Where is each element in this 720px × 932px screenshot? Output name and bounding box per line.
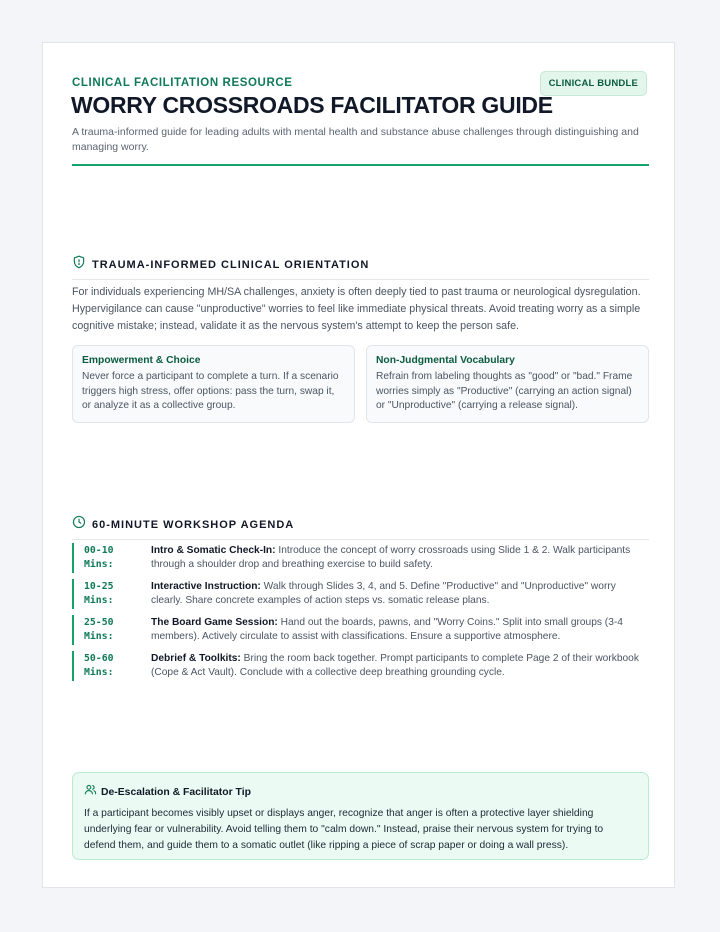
agenda-description xyxy=(151,616,649,644)
agenda-bar xyxy=(72,651,74,681)
agenda-detail: Hand out the boards, pawns, and "Worry Coins." Split into small groups (3-4 members). Actively circulate to assist with classifications. Ensure a supportive atmosphere. xyxy=(151,617,623,642)
agenda-time: 25-50 Mins: xyxy=(84,617,114,642)
agenda-description xyxy=(151,580,649,608)
agenda-detail: Walk through Slides 3, 4, and 5. Define "Productive" and "Unproductive" worry clearly. Share concrete examples of action steps vs. somatic release plans. xyxy=(151,581,616,606)
card-text: Refrain from labeling thoughts as "good" or "bad." Frame worries simply as "Productive" (carrying an action signal) or "Unproductive" (carrying a release signal). xyxy=(376,371,633,411)
bundle-badge: CLINICAL BUNDLE xyxy=(540,71,647,96)
page-title: WORRY CROSSROADS FACILITATOR GUIDE xyxy=(71,92,553,118)
tip-text: If a participant becomes visibly upset or displays anger, recognize that anger is often a protective layer shielding underlying fear or vulnerability. Avoid telling them to "calm down." Instead, praise their nervous system for trying to defend them, and guide them to a somatic outlet (like ripping a piece of scrap paper or doing a wall press). xyxy=(84,808,604,851)
agenda-bar xyxy=(72,615,74,645)
document-page xyxy=(42,42,675,888)
agenda-description xyxy=(151,544,649,572)
agenda-heading: Debrief & Toolkits: xyxy=(151,653,241,664)
header-divider xyxy=(72,164,649,166)
agenda-detail: Bring the room back together. Prompt participants to complete Page 2 of their workbook (Cope & Act Vault). Conclude with a collective deep breathing grounding cycle. xyxy=(151,653,639,678)
eyebrow-label: CLINICAL FACILITATION RESOURCE xyxy=(72,77,293,89)
clock-icon xyxy=(72,515,92,534)
tip-title: De-Escalation & Facilitator Tip xyxy=(101,786,251,798)
agenda-time: 10-25 Mins: xyxy=(84,581,114,606)
agenda-bar xyxy=(72,579,74,609)
agenda-detail: Introduce the concept of worry crossroads using Slide 1 & 2. Walk participants through a shoulder drop and breathing exercise to build safety. xyxy=(151,545,631,570)
card-text: Never force a participant to complete a turn. If a scenario triggers high stress, offer options: pass the turn, swap it, or analyze it as a collective group. xyxy=(82,371,339,411)
agenda-item xyxy=(72,651,649,681)
agenda-description xyxy=(151,652,649,680)
agenda-section-title: 60-MINUTE WORKSHOP AGENDA xyxy=(92,518,295,531)
card-vocabulary xyxy=(366,345,649,423)
card-title: Empowerment & Choice xyxy=(82,355,201,366)
orientation-section-header xyxy=(72,255,649,280)
agenda-item xyxy=(72,615,649,645)
agenda-heading: The Board Game Session: xyxy=(151,617,278,628)
agenda-time: 50-60 Mins: xyxy=(84,653,114,678)
agenda-section-header xyxy=(72,515,649,540)
shield-icon xyxy=(72,255,92,274)
agenda-bar xyxy=(72,543,74,573)
agenda-item xyxy=(72,579,649,609)
agenda-item xyxy=(72,543,649,573)
page-subtitle: A trauma-informed guide for leading adults with mental health and substance abuse challenges through distinguishing and managing worry. xyxy=(72,126,639,153)
card-empowerment xyxy=(72,345,355,423)
users-icon xyxy=(84,783,101,801)
tip-header xyxy=(84,783,637,801)
agenda-time: 00-10 Mins: xyxy=(84,545,114,570)
orientation-section-title: TRAUMA-INFORMED CLINICAL ORIENTATION xyxy=(92,258,370,271)
agenda-heading: Interactive Instruction: xyxy=(151,581,261,592)
orientation-body: For individuals experiencing MH/SA challenges, anxiety is often deeply tied to past trauma or neurological dysregulation. Hypervigilance can cause "unproductive" worries to feel like immediate physical threats. Avoid treating worry as a simple cognitive mistake; instead, validate it as the nervous system's attempt to keep the person safe. xyxy=(72,286,641,332)
card-title: Non-Judgmental Vocabulary xyxy=(376,355,515,366)
facilitator-tip-box xyxy=(72,772,649,860)
agenda-heading: Intro & Somatic Check-In: xyxy=(151,545,276,556)
